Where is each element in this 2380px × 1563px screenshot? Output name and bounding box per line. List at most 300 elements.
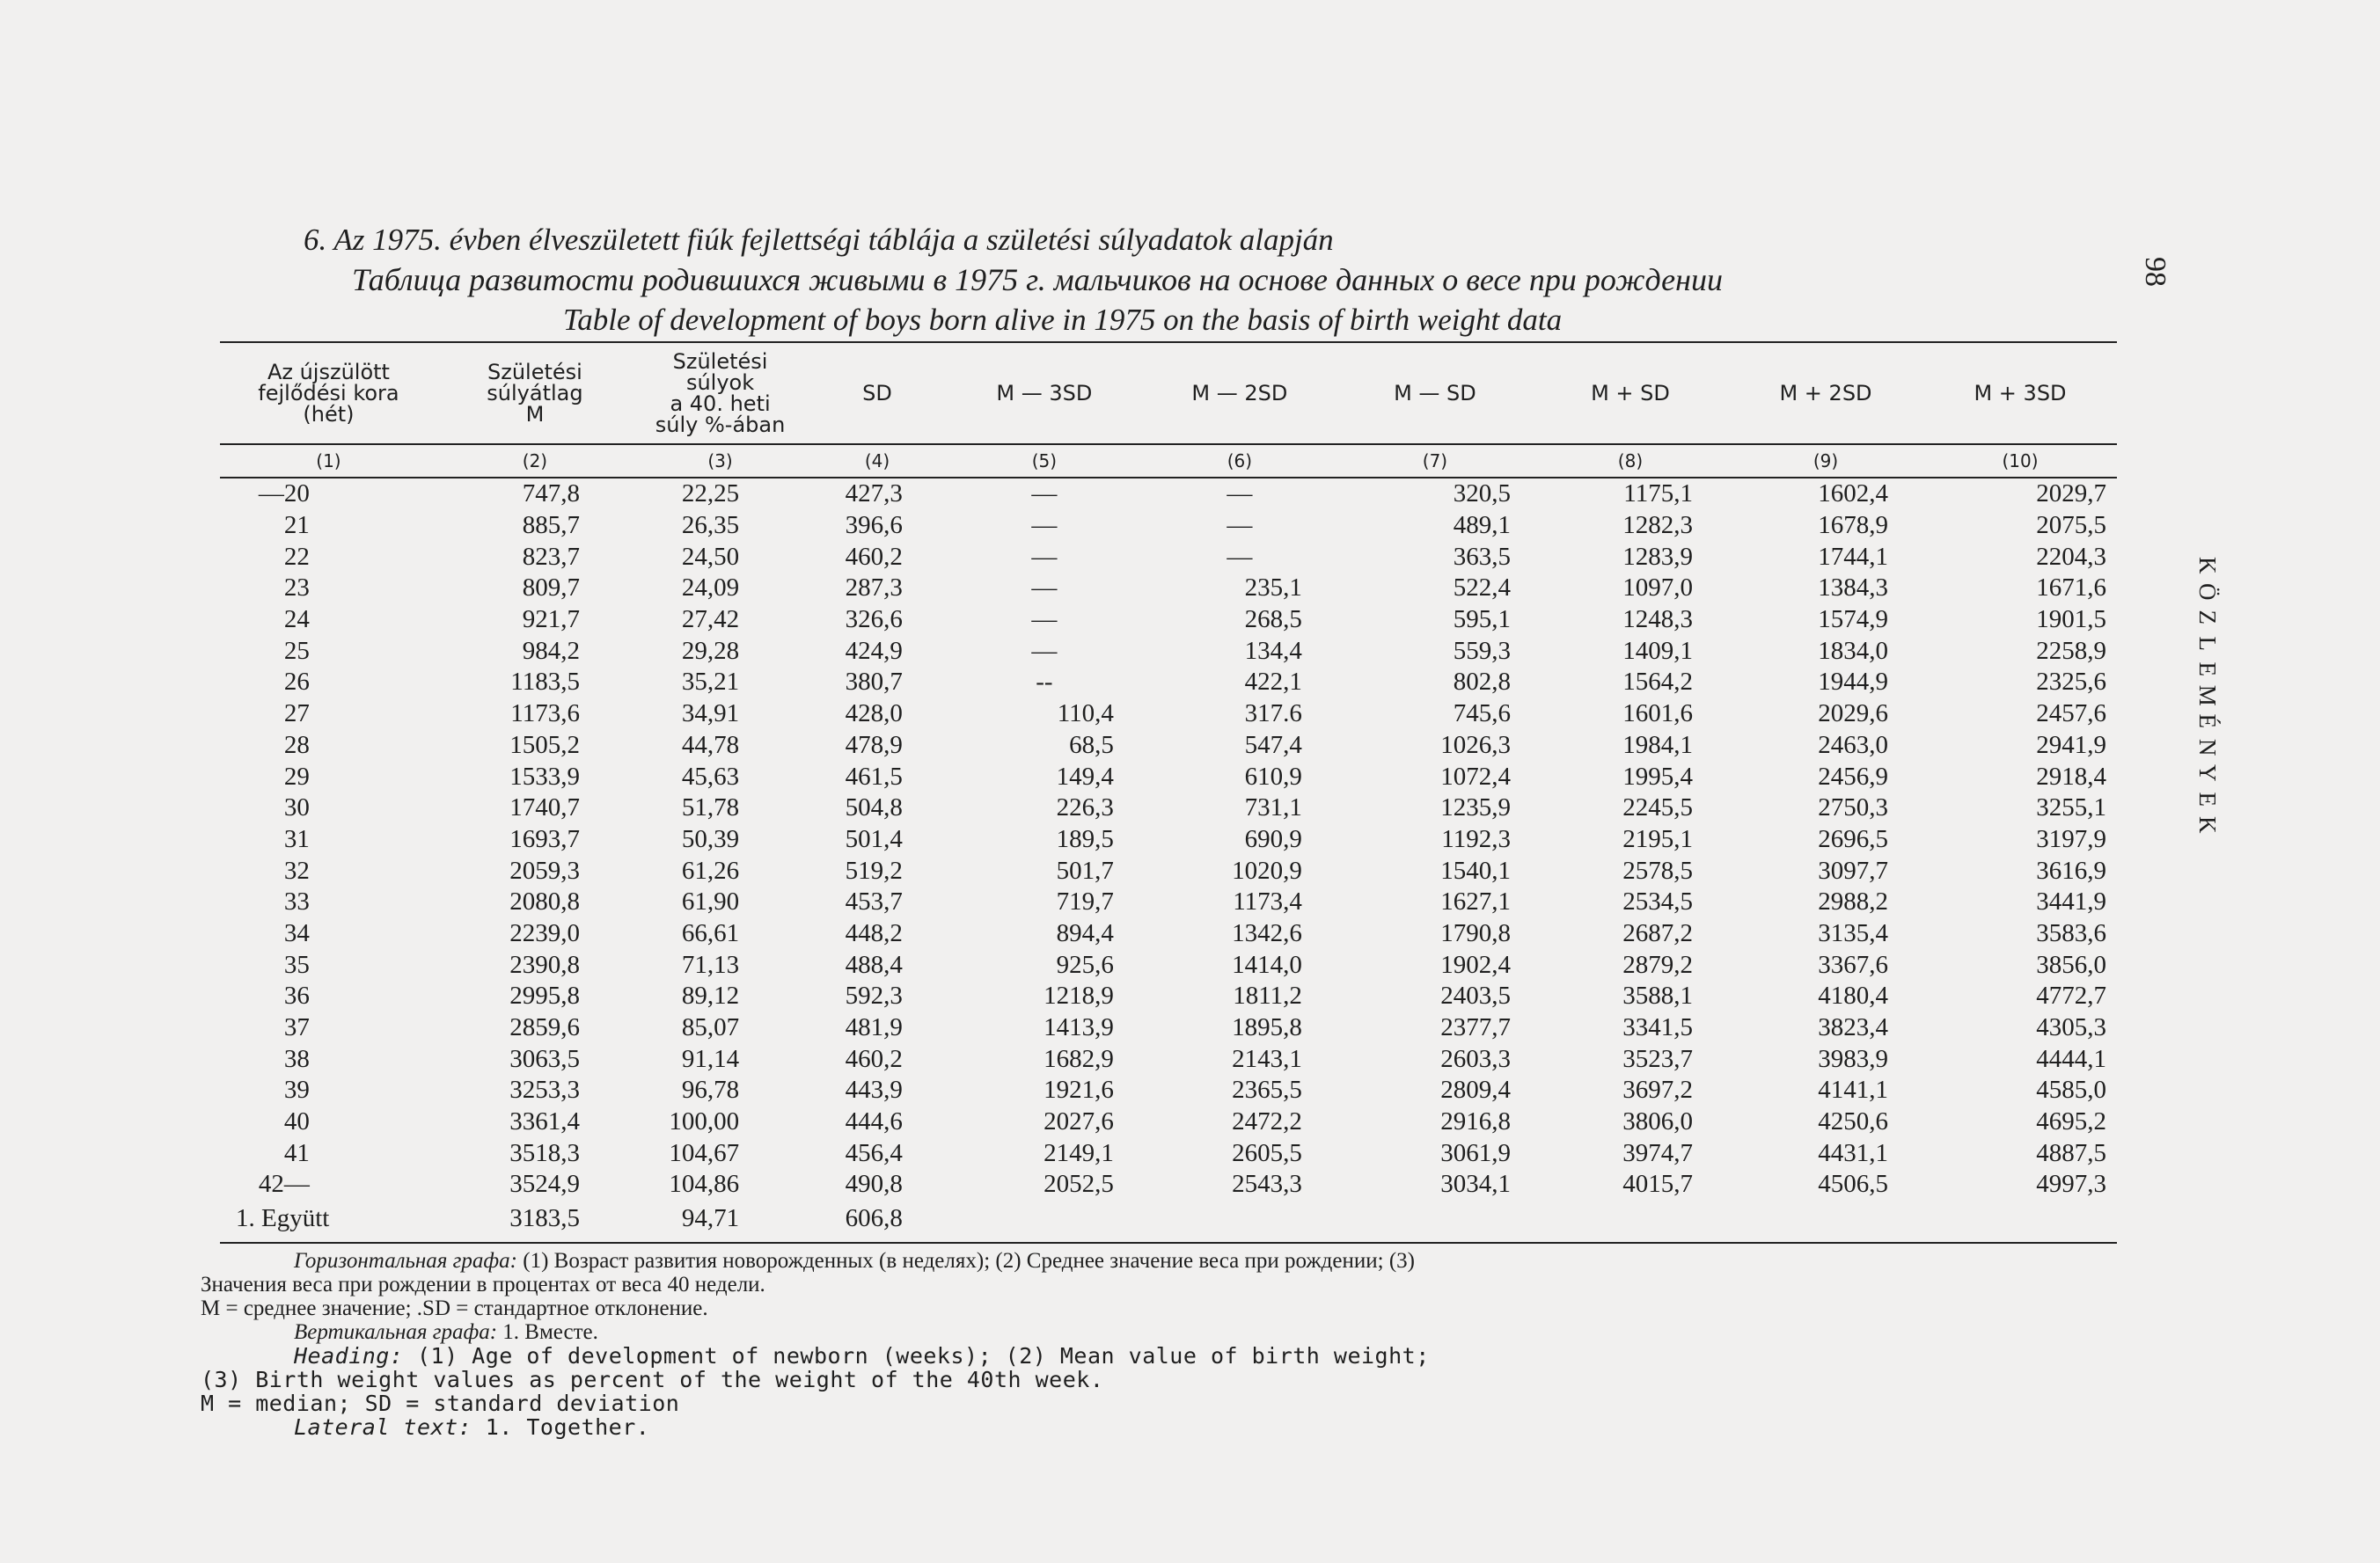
- table-cell: 3197,9: [2036, 824, 2106, 853]
- table-cell: 34: [283, 918, 310, 947]
- column-number-8: (8): [1533, 444, 1728, 478]
- note-ru-lateral-label: Вертикальная графа:: [294, 1320, 498, 1344]
- table-cell: 444,6: [845, 1107, 903, 1136]
- column-header-7: M — SD: [1394, 381, 1476, 405]
- table-cell: 96,78: [681, 1076, 740, 1105]
- table-cell: 460,2: [845, 542, 903, 571]
- table-cell: 2245,5: [1622, 793, 1693, 822]
- table-cell: 2027,6: [1044, 1107, 1114, 1136]
- table-cell: 2195,1: [1622, 824, 1693, 853]
- note-english-heading: [201, 1344, 1450, 1391]
- table-cell: 1902,4: [1440, 950, 1511, 979]
- table-cell: 1384,3: [1818, 573, 1889, 603]
- table-cell: —: [1227, 511, 1253, 540]
- table-column-number-row: [220, 444, 2117, 478]
- table-cell: 25: [283, 636, 310, 665]
- table-cell: 110,4: [1057, 699, 1114, 728]
- note-ru-heading-label: Горизонтальная графа:: [294, 1249, 517, 1273]
- table-cell: 2390,8: [509, 950, 580, 979]
- table-cell: 2080,8: [509, 887, 580, 917]
- table-cell: 35: [283, 950, 310, 979]
- table-cell: 317.6: [1244, 699, 1302, 728]
- table-cell: 606,8: [845, 1204, 903, 1233]
- table-cell: [1337, 1201, 1533, 1238]
- column-header-6: M — 2SD: [1191, 381, 1288, 405]
- table-cell: 2052,5: [1044, 1170, 1114, 1199]
- table-cell: 925,6: [1056, 950, 1114, 979]
- table-cell: 2605,5: [1232, 1138, 1302, 1167]
- table-cell: 1175,1: [1623, 479, 1693, 508]
- table-cell: 2029,7: [2036, 479, 2106, 508]
- table-cell: 4772,7: [2036, 982, 2106, 1011]
- table-cell: 396,6: [845, 511, 903, 540]
- notes-block: [201, 1249, 1450, 1439]
- table-cell: 1414,0: [1232, 950, 1302, 979]
- table-cell: 2809,4: [1440, 1076, 1511, 1105]
- table-cell: [1142, 1201, 1337, 1238]
- title-hungarian: 6. Az 1975. évben élveszületett fiúk fejlettségi táblája a születési súlyadatok alapján: [304, 223, 1334, 257]
- table-cell: 3097,7: [1818, 856, 1889, 885]
- table-cell: 3441,9: [2036, 887, 2106, 917]
- table-cell: 481,9: [845, 1013, 903, 1042]
- column-number-5: (5): [947, 444, 1142, 478]
- table-cell: 1901,5: [2036, 605, 2106, 634]
- note-en-lateral-label: Lateral text:: [294, 1414, 472, 1440]
- column-number-6: (6): [1142, 444, 1337, 478]
- side-letter: E: [2193, 792, 2221, 807]
- table-cell: 1505,2: [509, 730, 580, 759]
- table-cell: 478,9: [845, 730, 903, 759]
- table-cell: 427,3: [845, 479, 903, 508]
- table-cell: 91,14: [681, 1044, 740, 1073]
- table-cell: 747,8: [522, 479, 580, 508]
- table-cell: 1601,6: [1622, 699, 1693, 728]
- table-cell: 1834,0: [1818, 636, 1889, 665]
- table-cell: 37: [283, 1013, 310, 1042]
- table-cell: 519,2: [845, 856, 903, 885]
- table-cell: 461,5: [845, 762, 903, 791]
- table-cell: 2988,2: [1818, 887, 1889, 917]
- table-cell: 1248,3: [1622, 605, 1693, 634]
- column-number-1: (1): [220, 444, 437, 478]
- table-cell: 68,5: [1069, 730, 1114, 759]
- table-cell: 1627,1: [1440, 887, 1511, 917]
- side-letter: K: [2193, 816, 2221, 834]
- table-cell: 1744,1: [1818, 542, 1889, 571]
- table-cell: 34,91: [681, 699, 740, 728]
- table-cell: 268,5: [1244, 605, 1302, 634]
- table-cell: 36: [283, 982, 310, 1011]
- table-cell: 27: [283, 699, 310, 728]
- table-cell: 456,4: [845, 1138, 903, 1167]
- table-cell: 2543,3: [1232, 1170, 1302, 1199]
- table-cell: 2750,3: [1818, 793, 1889, 822]
- table-cell: —: [1031, 542, 1058, 571]
- table-cell: 2075,5: [2036, 511, 2106, 540]
- title-russian: Таблица развитости родившихся живыми в 1975 г. мальчиков на основе данных о весе при рождении: [352, 262, 1723, 297]
- table-cell: 4444,1: [2036, 1044, 2106, 1073]
- table-cell: 26: [283, 668, 310, 697]
- table-cell: 2143,1: [1232, 1044, 1302, 1073]
- table-cell: 66,61: [681, 918, 740, 947]
- table-cell: 1895,8: [1232, 1013, 1302, 1042]
- table-bottom-rule: [220, 1242, 2117, 1244]
- table-cell: 287,3: [845, 573, 903, 603]
- table-cell: 1072,4: [1440, 762, 1511, 791]
- table-cell: 61,90: [681, 887, 740, 917]
- table-cell: 2239,0: [509, 918, 580, 947]
- table-cell: 1790,8: [1440, 918, 1511, 947]
- side-letter: É: [2193, 713, 2221, 728]
- table-cell: 448,2: [845, 918, 903, 947]
- table-cell: 2204,3: [2036, 542, 2106, 571]
- note-english-abbrev: M = median; SD = standard deviation: [201, 1391, 680, 1416]
- table-cell: 501,7: [1056, 856, 1114, 885]
- table-cell: 38: [283, 1044, 310, 1073]
- table-cell: 22: [283, 542, 310, 571]
- table-cell: 235,1: [1244, 573, 1302, 603]
- table-cell: 460,2: [845, 1044, 903, 1073]
- side-letter: Ö: [2193, 582, 2221, 600]
- table-cell: 71,13: [681, 950, 740, 979]
- table-cell: 4506,5: [1818, 1170, 1889, 1199]
- table-cell: 809,7: [522, 573, 580, 603]
- title-english: Table of development of boys born alive in 1975 on the basis of birth weight data: [563, 303, 1563, 337]
- table-row: [220, 510, 2117, 542]
- table-cell: 24,09: [681, 573, 740, 603]
- table-cell: 3974,7: [1622, 1138, 1693, 1167]
- table-cell: 2463,0: [1818, 730, 1889, 759]
- table-cell: —: [1031, 479, 1058, 508]
- table-cell: 4141,1: [1818, 1076, 1889, 1105]
- table-cell: 592,3: [845, 982, 903, 1011]
- table-cell: 595,1: [1453, 605, 1511, 634]
- table-row: [220, 792, 2117, 824]
- table-cell: 1740,7: [509, 793, 580, 822]
- table-row: [220, 1043, 2117, 1075]
- table-cell: 2696,5: [1818, 824, 1889, 853]
- table-cell: 4250,6: [1818, 1107, 1889, 1136]
- column-header-3: Születési súlyok a 40. heti súly %-ában: [655, 349, 786, 437]
- table-cell: 1533,9: [509, 762, 580, 791]
- table-cell: 24: [283, 605, 310, 634]
- table-cell: 428,0: [845, 699, 903, 728]
- table-cell: 2687,2: [1622, 918, 1693, 947]
- table-cell: 490,8: [845, 1170, 903, 1199]
- table-cell: 3183,5: [509, 1204, 580, 1233]
- table-cell: 1944,9: [1818, 668, 1889, 697]
- table-row: [220, 1075, 2117, 1107]
- table-cell: 21: [283, 511, 310, 540]
- table-cell: 61,26: [681, 856, 740, 885]
- table-cell: 40: [283, 1107, 310, 1136]
- table-row: [220, 1107, 2117, 1138]
- note-en-heading-text: (1) Age of development of newborn (weeks); (2) Mean value of birth weight; (3) Birth weight values as percent of the weight of the 40th week.: [201, 1343, 1430, 1392]
- table-cell: 894,4: [1056, 918, 1114, 947]
- table-cell: 22,25: [681, 479, 740, 508]
- note-en-heading-label: Heading:: [294, 1343, 404, 1369]
- table-cell: 85,07: [681, 1013, 740, 1042]
- table-cell: 28: [283, 730, 310, 759]
- table-cell: 4015,7: [1622, 1170, 1693, 1199]
- table-cell: 3588,1: [1622, 982, 1693, 1011]
- table-cell: 1183,5: [510, 668, 580, 697]
- table-cell: 29,28: [681, 636, 740, 665]
- table-cell: 1235,9: [1440, 793, 1511, 822]
- table-cell: 1192,3: [1441, 824, 1511, 853]
- table-cell: 104,67: [669, 1138, 740, 1167]
- table-cell: 2059,3: [509, 856, 580, 885]
- table-cell: 2029,6: [1818, 699, 1889, 728]
- table-cell: 1413,9: [1044, 1013, 1114, 1042]
- column-number-9: (9): [1728, 444, 1923, 478]
- side-letter: Y: [2193, 764, 2221, 782]
- table-row: [220, 730, 2117, 762]
- table-cell: 885,7: [522, 511, 580, 540]
- table-cell: 3524,9: [509, 1170, 580, 1199]
- table-cell: 3253,3: [509, 1076, 580, 1105]
- table-cell: 23: [283, 573, 310, 603]
- table-cell: 4997,3: [2036, 1170, 2106, 1199]
- table-cell: 32: [283, 856, 310, 885]
- table-row: [220, 981, 2117, 1012]
- table-cell: 3983,9: [1818, 1044, 1889, 1073]
- table-row: [220, 667, 2117, 698]
- table-cell: 501,4: [845, 824, 903, 853]
- table-cell: 1678,9: [1818, 511, 1889, 540]
- table-cell: 100,00: [669, 1107, 740, 1136]
- table-cell: 45,63: [681, 762, 740, 791]
- table-cell: [1728, 1201, 1923, 1238]
- table-cell: 320,5: [1453, 479, 1511, 508]
- table-cell: 1540,1: [1440, 856, 1511, 885]
- table-row: [220, 824, 2117, 856]
- table-cell: 1693,7: [509, 824, 580, 853]
- column-number-10: (10): [1923, 444, 2117, 478]
- table-cell: 3616,9: [2036, 856, 2106, 885]
- table-row: [220, 1012, 2117, 1044]
- table-row: [220, 478, 2117, 510]
- table-cell: —: [1031, 605, 1058, 634]
- note-ru-heading-text: (1) Возраст развития новорожденных (в неделях); (2) Среднее значение веса при рождении; (3) Значения веса при рождении в процентах от веса 40 недели.: [201, 1249, 1415, 1296]
- table-cell: 1020,9: [1232, 856, 1302, 885]
- table-cell: 1574,9: [1818, 605, 1889, 634]
- table-row: [220, 761, 2117, 792]
- table-cell: 3518,3: [509, 1138, 580, 1167]
- column-header-8: M + SD: [1591, 381, 1670, 405]
- table-row: [220, 698, 2117, 730]
- table-cell: 3341,5: [1622, 1013, 1693, 1042]
- table-cell: 29: [283, 762, 310, 791]
- table-cell: [1533, 1201, 1728, 1238]
- note-russian-abbrev: M = среднее значение; .SD = стандартное отклонение.: [201, 1296, 708, 1320]
- table-cell: 2578,5: [1622, 856, 1693, 885]
- table-cell: —: [1227, 542, 1253, 571]
- table-cell: 41: [283, 1138, 310, 1167]
- table-cell: 1173,4: [1233, 887, 1302, 917]
- table-cell: 1995,4: [1622, 762, 1693, 791]
- table-cell: 2918,4: [2036, 762, 2106, 791]
- table-cell: 326,6: [845, 605, 903, 634]
- table-cell: 226,3: [1056, 793, 1114, 822]
- table-cell: 3361,4: [509, 1107, 580, 1136]
- table-cell: 522,4: [1453, 573, 1511, 603]
- table-cell: 33: [283, 887, 310, 917]
- side-letter: M: [2193, 684, 2221, 706]
- table-cell: 1984,1: [1622, 730, 1693, 759]
- table-cell: 2916,8: [1440, 1107, 1511, 1136]
- table-cell: 3806,0: [1622, 1107, 1693, 1136]
- table-cell: 1282,3: [1622, 511, 1693, 540]
- note-english-lateral: [201, 1415, 1450, 1439]
- table-cell: 39: [283, 1076, 310, 1105]
- table-cell: 31: [283, 824, 310, 853]
- table-cell: 504,8: [845, 793, 903, 822]
- table-cell: 1682,9: [1044, 1044, 1114, 1073]
- table-cell: 2258,9: [2036, 636, 2106, 665]
- column-number-3: (3): [633, 444, 808, 478]
- table-cell: 2472,2: [1232, 1107, 1302, 1136]
- table-cell: 2859,6: [509, 1013, 580, 1042]
- column-header-5: M — 3SD: [996, 381, 1093, 405]
- table-cell: 2456,9: [1818, 762, 1889, 791]
- table-cell: 4431,1: [1818, 1138, 1889, 1167]
- table-cell: 731,1: [1244, 793, 1302, 822]
- table-cell: 984,2: [522, 636, 580, 665]
- table-cell: 26,35: [681, 511, 740, 540]
- table-body: [220, 478, 2117, 1238]
- table-cell: 134,4: [1244, 636, 1302, 665]
- column-header-4: SD: [862, 381, 892, 405]
- table-cell: 3583,6: [2036, 918, 2106, 947]
- table-cell: 3255,1: [2036, 793, 2106, 822]
- table-cell: 802,8: [1453, 668, 1511, 697]
- table-row: [220, 918, 2117, 950]
- table-cell: —20: [258, 479, 310, 508]
- table-row: [220, 949, 2117, 981]
- table-cell: 50,39: [681, 824, 740, 853]
- table-cell: 24,50: [681, 542, 740, 571]
- table-cell: 149,4: [1056, 762, 1114, 791]
- side-letter: L: [2193, 636, 2221, 651]
- table-cell: 1921,6: [1044, 1076, 1114, 1105]
- table-cell: [1923, 1201, 2117, 1238]
- table-cell: 547,4: [1244, 730, 1302, 759]
- table-cell: [947, 1201, 1142, 1238]
- table-cell: —: [1031, 636, 1058, 665]
- column-number-2: (2): [437, 444, 633, 478]
- side-letter: N: [2193, 738, 2221, 756]
- table-cell: 1342,6: [1232, 918, 1302, 947]
- table-cell: 94,71: [681, 1204, 740, 1233]
- table-row: [220, 604, 2117, 636]
- table-cell: 559,3: [1453, 636, 1511, 665]
- table-cell: 27,42: [681, 605, 740, 634]
- side-letter: K: [2193, 557, 2221, 574]
- table-cell: 1564,2: [1622, 668, 1693, 697]
- table-total-row: [220, 1201, 2117, 1238]
- table-cell: 2149,1: [1044, 1138, 1114, 1167]
- table-cell: 1097,0: [1622, 573, 1693, 603]
- table-row: [220, 887, 2117, 918]
- table-cell: 921,7: [522, 605, 580, 634]
- table-cell: 3063,5: [509, 1044, 580, 1073]
- table-cell: 4695,2: [2036, 1107, 2106, 1136]
- table-cell: 30: [283, 793, 310, 822]
- table-cell: 3034,1: [1440, 1170, 1511, 1199]
- side-letter: Z: [2193, 610, 2221, 624]
- table-cell: 2377,7: [1440, 1013, 1511, 1042]
- table-cell: 488,4: [845, 950, 903, 979]
- table-cell: 189,5: [1056, 824, 1114, 853]
- table-cell: 104,86: [669, 1170, 740, 1199]
- table-row: [220, 635, 2117, 667]
- table-cell: 380,7: [845, 668, 903, 697]
- table-cell: 3823,4: [1818, 1013, 1889, 1042]
- table-cell: 424,9: [845, 636, 903, 665]
- table-cell: 89,12: [681, 982, 740, 1011]
- table-cell: 745,6: [1453, 699, 1511, 728]
- table-cell: 4180,4: [1818, 982, 1889, 1011]
- table-cell: 2941,9: [2036, 730, 2106, 759]
- note-russian-lateral: [201, 1320, 1450, 1344]
- table-cell: 4585,0: [2036, 1076, 2106, 1105]
- table-cell: 4305,3: [2036, 1013, 2106, 1042]
- note-en-lateral-text: 1. Together.: [472, 1414, 650, 1440]
- table-cell: 443,9: [845, 1076, 903, 1105]
- table-cell: 3697,2: [1622, 1076, 1693, 1105]
- table-cell: 35,21: [681, 668, 740, 697]
- table-row: [220, 1137, 2117, 1169]
- column-header-9: M + 2SD: [1779, 381, 1872, 405]
- table-cell: 1. Együtt: [236, 1204, 330, 1233]
- table-cell: 1602,4: [1818, 479, 1889, 508]
- table-cell: —: [1031, 573, 1058, 603]
- table-cell: 2603,3: [1440, 1044, 1511, 1073]
- table-cell: 823,7: [522, 542, 580, 571]
- table-cell: --: [1036, 668, 1053, 697]
- table-cell: 2325,6: [2036, 668, 2106, 697]
- table-row: [220, 573, 2117, 604]
- table-cell: 1811,2: [1233, 982, 1302, 1011]
- table-row: [220, 541, 2117, 573]
- table-cell: 610,9: [1244, 762, 1302, 791]
- table-cell: 51,78: [681, 793, 740, 822]
- side-letter: E: [2193, 661, 2221, 676]
- column-header-1: Az újszülött fejlődési kora (hét): [258, 360, 399, 427]
- running-header-vertical: [2189, 552, 2224, 838]
- table-row: [220, 1169, 2117, 1201]
- column-number-7: (7): [1337, 444, 1533, 478]
- note-russian-heading: [201, 1249, 1450, 1296]
- table-cell: 2457,6: [2036, 699, 2106, 728]
- table-cell: 4887,5: [2036, 1138, 2106, 1167]
- note-ru-lateral-text: 1. Вместе.: [497, 1320, 598, 1344]
- table-cell: 2879,2: [1622, 950, 1693, 979]
- table-cell: 2403,5: [1440, 982, 1511, 1011]
- table-cell: 1283,9: [1622, 542, 1693, 571]
- table-cell: 2534,5: [1622, 887, 1693, 917]
- table-row: [220, 855, 2117, 887]
- table-cell: 3367,6: [1818, 950, 1889, 979]
- table-cell: 2365,5: [1232, 1076, 1302, 1105]
- table-cell: 3856,0: [2036, 950, 2106, 979]
- column-header-2: Születési súlyátlag M: [487, 360, 583, 427]
- table-cell: 1409,1: [1622, 636, 1693, 665]
- table-cell: 44,78: [681, 730, 740, 759]
- table-cell: 3135,4: [1818, 918, 1889, 947]
- table-cell: 422,1: [1244, 668, 1302, 697]
